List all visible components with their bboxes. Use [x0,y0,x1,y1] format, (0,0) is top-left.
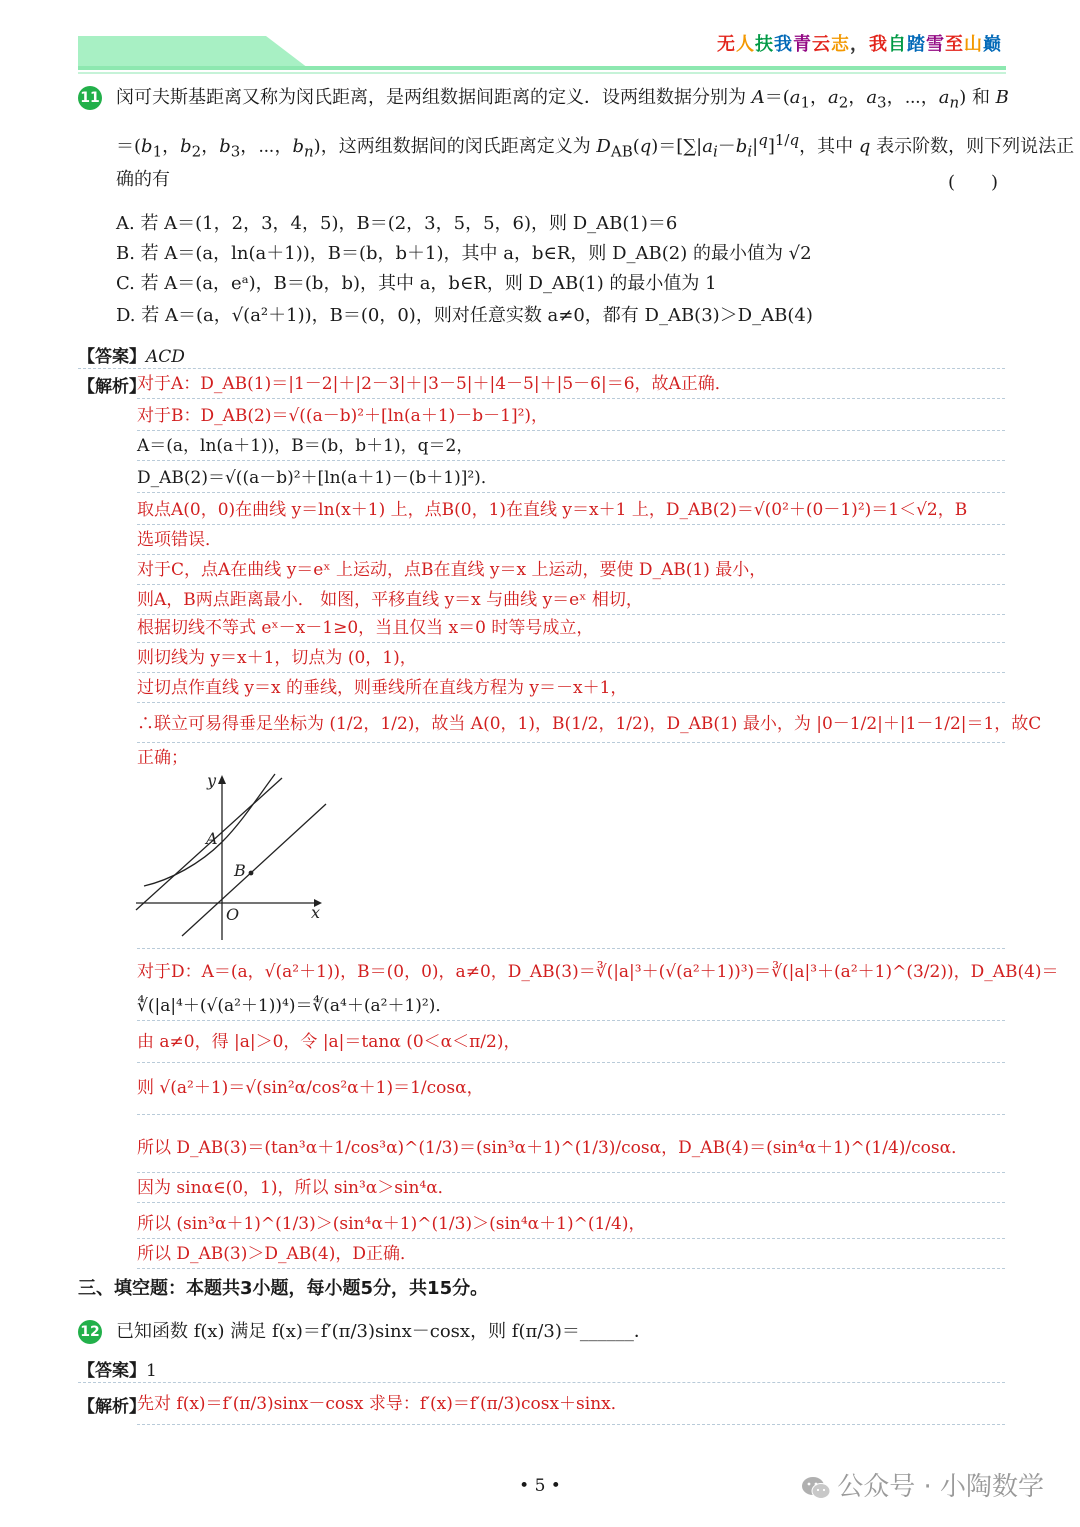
answer-label: 【答案】1 [78,1361,157,1381]
analysis-line: 选项错误． [137,530,222,550]
analysis-line: A＝(a，ln(a＋1))，B＝(b，b＋1)，q＝2， [137,436,474,456]
line-y-eq-x [182,804,326,936]
analysis-line: 对于D：A＝(a，√(a²＋1))，B＝(0，0)，a≠0，D_AB(3)＝∛(|a|³＋(√(a²＋1))³)＝∛(|a|³＋(a²＋1)^(3/2))，D_AB(4)＝ [137,962,1059,982]
header-rule-thin [78,72,1006,74]
motto-char: 志 [831,34,850,55]
divider [137,398,1005,399]
motto-char: 青 [793,34,812,55]
analysis-line: 所以 (sin³α＋1)^(1/3)＞(sin⁴α＋1)^(1/3)＞(sin⁴α＋1)^(1/4)， [137,1214,646,1234]
motto-char: 人 [736,34,755,55]
y-axis-arrow [218,775,226,784]
motto-char: 扶 [755,34,774,55]
header-tab [78,36,308,68]
divider [137,1238,1005,1239]
analysis-line: 对于A：D_AB(1)＝|1－2|＋|2－3|＋|3－5|＋|4－5|＋|5－6|＝6，故A正确． [137,374,732,394]
header-motto [717,30,1002,56]
divider [137,430,1005,431]
answer-label: 【答案】ACD [78,347,185,367]
analysis-line: 则A，B两点距离最小． 如图，平移直线 y＝x 与曲线 y＝eˣ 相切， [137,590,643,610]
analysis-line: 对于C，点A在曲线 y＝eˣ 上运动，点B在直线 y＝x 上运动，要使 D_AB(1) 最小， [137,560,767,580]
analysis-line: 先对 f(x)＝f′(π/3)sinx－cosx 求导：f′(x)＝f′(π/3)cosx＋sinx． [137,1394,628,1414]
option-c: C. 若 A＝(a，eᵃ)，B＝(b，b)，其中 a，b∈R，则 D_AB(1) 的最小值为 1 [116,273,717,294]
wechat-icon [801,1476,831,1500]
tangent-line-figure [130,772,340,942]
analysis-line: 取点A(0，0)在曲线 y＝ln(x＋1) 上，点B(0，1)在直线 y＝x＋1 上，D_AB(2)＝√(0²＋(0－1)²)＝1＜√2，B [137,500,968,520]
analysis-line: 则切线为 y＝x＋1，切点为 (0，1)， [137,648,417,668]
motto-char: 雪 [926,34,945,55]
q12-stem: 已知函数 f(x) 满足 f(x)＝f′(π/3)sinx－cosx，则 f(π/3)＝______． [116,1321,652,1342]
motto-char: 云 [812,34,831,55]
analysis-line: 所以 D_AB(3)＝(tan³α＋1/cos³α)^(1/3)＝(sin³α＋1)^(1/3)/cosα，D_AB(4)＝(sin⁴α＋1)^(1/4)/cosα． [137,1138,969,1158]
analysis-line: 所以 D_AB(3)＞D_AB(4)，D正确． [137,1244,417,1264]
motto-char: 无 [717,34,736,55]
divider [137,1062,1005,1063]
analysis-line: 对于B：D_AB(2)＝√((a－b)²＋[ln(a＋1)－b－1]²)， [137,406,549,426]
option-d: D. 若 A＝(a，√(a²＋1))，B＝(0，0)，则对任意实数 a≠0，都有 D_AB(3)＞D_AB(4) [116,305,813,326]
option-b: B. 若 A＝(a，ln(a＋1))，B＝(b，b＋1)，其中 a，b∈R，则 D_AB(2) 的最小值为 √2 [116,243,812,264]
label-y: y [207,772,217,790]
divider [137,642,1005,643]
analysis-line: 正确； [137,748,188,768]
label-a: A [206,829,218,848]
motto-char: ， [850,34,869,55]
divider [137,1020,1005,1021]
question-number-badge: 12 [78,1320,102,1344]
analysis-line: 由 a≠0，得 |a|＞0，令 |a|＝tanα (0＜α＜π/2)， [137,1032,521,1052]
divider [137,1424,1005,1425]
divider [137,1114,1005,1115]
analysis-line: 因为 sinα∈(0，1)，所以 sin³α＞sin⁴α． [137,1178,455,1198]
motto-char: 我 [869,34,888,55]
divider [78,1382,1005,1383]
option-a: A. 若 A＝(1，2，3，4，5)，B＝(2，3，5，5，6)，则 D_AB(1)＝6 [116,213,678,234]
analysis-line: 根据切线不等式 eˣ－x－1≥0，当且仅当 x＝0 时等号成立， [137,618,594,638]
analysis-line: D_AB(2)＝√((a－b)²＋[ln(a＋1)－(b＋1)]²)． [137,468,498,488]
analysis-line: 则 √(a²＋1)＝√(sin²α/cos²α＋1)＝1/cosα， [137,1078,484,1098]
divider [137,524,1005,525]
watermark-text: 公众号 · 小陶数学 [837,1472,1044,1502]
motto-char: 自 [888,34,907,55]
label-b: B [234,861,246,880]
q11-stem-line3: 确的有 [116,169,170,190]
divider [137,1172,1005,1173]
q11-stem-line1: 闵可夫斯基距离又称为闵氏距离，是两组数据间距离的定义．设两组数据分别为 $A=(a_1$，$a_2$，$a_3$，⋯，$a_n$) 和 B [116,87,1009,112]
analysis-line: ∴联立可易得垂足坐标为 (1/2，1/2)，故当 A(0，1)，B(1/2，1/2)，D_AB(1) 最小，为 |0－1/2|＋|1－1/2|＝1，故C [137,714,1042,734]
divider [137,460,1005,461]
label-o: O [226,905,240,924]
motto-char: 我 [774,34,793,55]
motto-char: 踏 [907,34,926,55]
question-number-badge: 11 [78,86,102,110]
analysis-label: 【解析】 [78,1397,146,1417]
label-x: x [311,903,321,922]
answer-value: 1 [146,1361,157,1381]
divider [137,948,1005,949]
analysis-line: ∜(|a|⁴＋(√(a²＋1))⁴)＝∜(a⁴＋(a²＋1)²)． [137,996,453,1016]
divider [137,742,1005,743]
motto-char: 山 [964,34,983,55]
point-b [249,871,254,876]
divider [137,584,1005,585]
analysis-line: 过切点作直线 y＝x 的垂线，则垂线所在直线方程为 y＝－x＋1， [137,678,628,698]
answer-paren: ( ) [947,172,998,193]
divider [137,614,1005,615]
q11-stem-line2: $=(b_1$，$b_2$，$b_3$，⋯，$b_n$)，这两组数据间的闵氏距离定义为 $D_{AB}(q)=[\sum|a_i-b_i|^q]^{1/q}$，其中 q 表示阶数，则下列说法正 [116,131,1075,161]
divider [137,1268,1005,1269]
section-title: 三、填空题：本题共3小题，每小题5分，共15分。 [78,1278,489,1299]
motto-char: 至 [945,34,964,55]
motto-char: 巅 [983,34,1002,55]
divider [137,492,1005,493]
answer-value: ACD [146,347,185,367]
divider [137,1202,1005,1203]
divider [137,554,1005,555]
watermark [801,1466,1044,1503]
header-rule [78,66,1006,70]
analysis-label: 【解析】 [78,377,146,397]
page-number: • 5 • [519,1476,561,1496]
divider [137,672,1005,673]
divider [78,368,1005,369]
divider [137,702,1005,703]
